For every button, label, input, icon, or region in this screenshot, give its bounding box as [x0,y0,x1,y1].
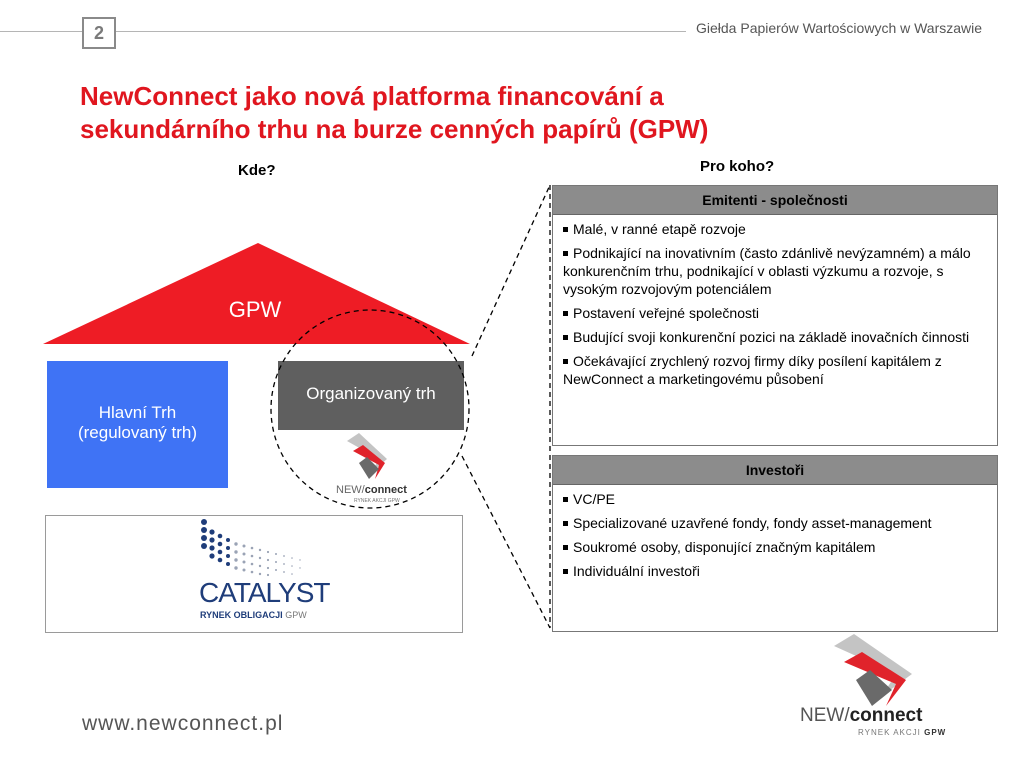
investors-header: Investoři [553,456,997,485]
catalyst-sub-bold: RYNEK OBLIGACJI [200,610,283,620]
list-item: Malé, v ranné etapě rozvoje [563,220,989,238]
where-question: Kde? [238,162,276,179]
nc-small-new: NEW/ [336,484,365,496]
nc-sub-light: RYNEK AKCJI [858,728,921,737]
bullet-icon [563,251,568,256]
nc-small-sub: RYNEK AKCJI GPW [354,498,400,504]
main-market-box [47,361,228,488]
bullet-icon [563,227,568,232]
website-url: www.newconnect.pl [82,712,284,735]
newconnect-emblem [830,634,926,708]
bullet-icon [563,569,568,574]
newconnect-small-logo [336,484,407,496]
organized-market-label: Organizovaný trh [306,384,436,403]
exchange-name: Giełda Papierów Wartościowych w Warszawie [696,20,983,36]
bullet-icon [563,521,568,526]
list-item: Očekávající zrychlený rozvoj firmy díky posílení kapitálem z NewConnect a marketingovému působení [563,353,942,387]
investors-card [552,455,998,632]
nc-sub [858,728,946,737]
list-item: Individuální investoři [563,562,989,580]
bullet-icon [563,545,568,550]
bullet-icon [563,359,568,364]
newconnect-small-emblem [345,433,395,481]
gpw-roof [43,243,470,344]
catalyst-name: CATALYST [199,577,330,608]
investors-list [553,485,997,580]
bullet-icon [563,311,568,316]
list-item: Podnikající na inovativním (často zdánlivě nevýzamném) a málo konkurenčním trhu, podnikající v oblasti výzkumu a rozvoje, s vysokým rozvojovým potenciálem [563,245,971,297]
nc-new: NEW/ [800,705,850,726]
issuers-list [553,215,997,388]
list-item: Budující svoji konkurenční pozici na základě inovačních činnosti [563,328,989,346]
catalyst-sub-light: GPW [285,610,307,620]
nc-connect: connect [849,705,923,726]
nc-small-connect: connect [364,484,407,496]
connector-top [472,185,550,356]
list-item: Specializované uzavřené fondy, fondy asset-management [563,514,989,532]
for-whom-question: Pro koho? [700,158,775,175]
nc-sub-bold: GPW [924,728,947,737]
title-line-2: sekundárního trhu na burze cenných papírů (GPW) [80,114,709,144]
catalyst-box [45,515,463,633]
page-number: 2 [82,17,116,49]
list-item: Postavení veřejné společnosti [563,304,989,322]
title-line-1: NewConnect jako nová platforma financování a [80,81,664,111]
list-item: VC/PE [563,490,989,508]
organized-market-box [278,361,464,430]
issuers-card [552,185,998,446]
gpw-label: GPW [228,297,282,322]
list-item: Soukromé osoby, disponující značným kapitálem [563,538,989,556]
bullet-icon [563,497,568,502]
main-market-line-2: (regulovaný trh) [77,423,198,442]
bullet-icon [563,335,568,340]
issuers-header: Emitenti - společnosti [553,186,997,215]
newconnect-logo [800,705,922,727]
main-market-line-1: Hlavní Trh [98,403,177,422]
connector-bottom [462,456,550,628]
catalyst-sub [200,610,307,620]
catalyst-dots-icon [196,518,316,578]
